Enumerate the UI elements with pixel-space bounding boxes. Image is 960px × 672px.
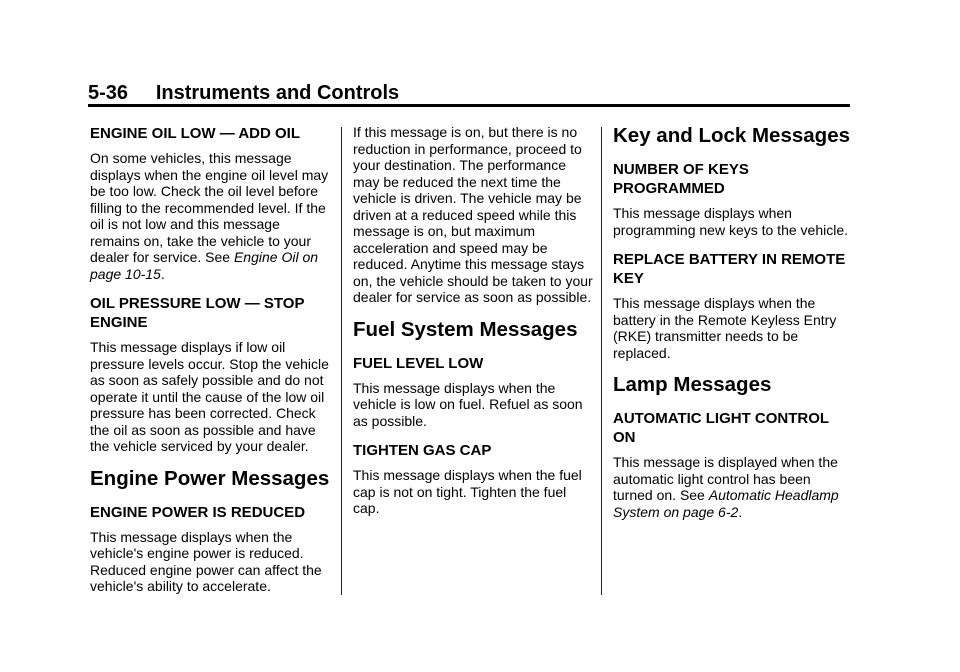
- paragraph-engine-power-continued: If this message is on, but there is no reduction in performance, proceed to your destination. The performance may be reduced the next time the vehicle is driven. The vehicle may be driven at a reduced speed while this message is on, but maximum acceleration and speed may be reduced. Anytime this message stays on, the vehicle should be taken to your dealer for service as soon as possible.: [353, 124, 593, 305]
- column-2: [353, 124, 593, 529]
- paragraph-automatic-light-control: [613, 454, 853, 520]
- paragraph-oil-pressure-low: This message displays if low oil pressure levels occur. Stop the vehicle as soon as safely possible and do not operate it until the cause of the low oil pressure has been corrected. Check the oil as soon as possible and have the vehicle serviced by your dealer.: [90, 339, 329, 454]
- heading-number-of-keys: NUMBER OF KEYS PROGRAMMED: [613, 161, 749, 197]
- paragraph-fuel-level-low: This message displays when the vehicle is low on fuel. Refuel as soon as possible.: [353, 379, 583, 429]
- body-text: This message is displayed when the automatic light control has been turned on. See: [613, 454, 838, 503]
- body-text-tail: .: [160, 265, 165, 282]
- heading-replace-battery: REPLACE BATTERY IN REMOTE KEY: [613, 251, 846, 287]
- body-text-tail: .: [738, 503, 743, 520]
- heading-automatic-light-control: AUTOMATIC LIGHT CONTROL ON: [613, 410, 829, 446]
- column-1: [90, 124, 330, 607]
- heading-oil-pressure-low: OIL PRESSURE LOW — STOP ENGINE: [90, 295, 305, 331]
- body-text: On some vehicles, this message displays when the engine oil level may be too low. Check the oil level before filling to the recommended level. If the oil is not low and this message remains on, take the vehicle to your dealer for service. See: [90, 150, 329, 265]
- page-header: [88, 80, 850, 108]
- page-title: 5-36 Instruments and Controls: [88, 82, 400, 104]
- column-divider-2: [601, 127, 602, 595]
- section-title-key-lock: Key and Lock Messages: [613, 124, 850, 147]
- reference-link-automatic-headlamp[interactable]: Automatic Headlamp System on page 6-2: [613, 487, 839, 520]
- paragraph-tighten-gas-cap: This message displays when the fuel cap is not on tight. Tighten the fuel cap.: [353, 467, 582, 516]
- heading-engine-oil-low: ENGINE OIL LOW — ADD OIL: [90, 125, 300, 142]
- section-title-fuel-system: Fuel System Messages: [353, 317, 578, 341]
- column-3: [613, 124, 853, 532]
- section-title-lamp: Lamp Messages: [613, 373, 772, 396]
- heading-engine-power-reduced: ENGINE POWER IS REDUCED: [90, 503, 306, 521]
- reference-link-engine-oil[interactable]: Engine Oil on page 10-15: [90, 249, 319, 282]
- paragraph-engine-oil-low: [90, 150, 330, 282]
- section-title-engine-power: Engine Power Messages: [90, 466, 330, 490]
- heading-fuel-level-low: FUEL LEVEL LOW: [353, 354, 484, 372]
- header-rule: [88, 104, 850, 107]
- heading-tighten-gas-cap: TIGHTEN GAS CAP: [353, 442, 492, 459]
- column-divider-1: [341, 127, 342, 595]
- paragraph-replace-battery: This message displays when the battery in the Remote Keyless Entry (RKE) transmitter needs to be replaced.: [613, 295, 837, 361]
- paragraph-number-of-keys: This message displays when programming new keys to the vehicle.: [613, 205, 848, 238]
- paragraph-engine-power-reduced: This message displays when the vehicle's engine power is reduced. Reduced engine power can affect the vehicle's ability to accelerate.: [90, 528, 322, 594]
